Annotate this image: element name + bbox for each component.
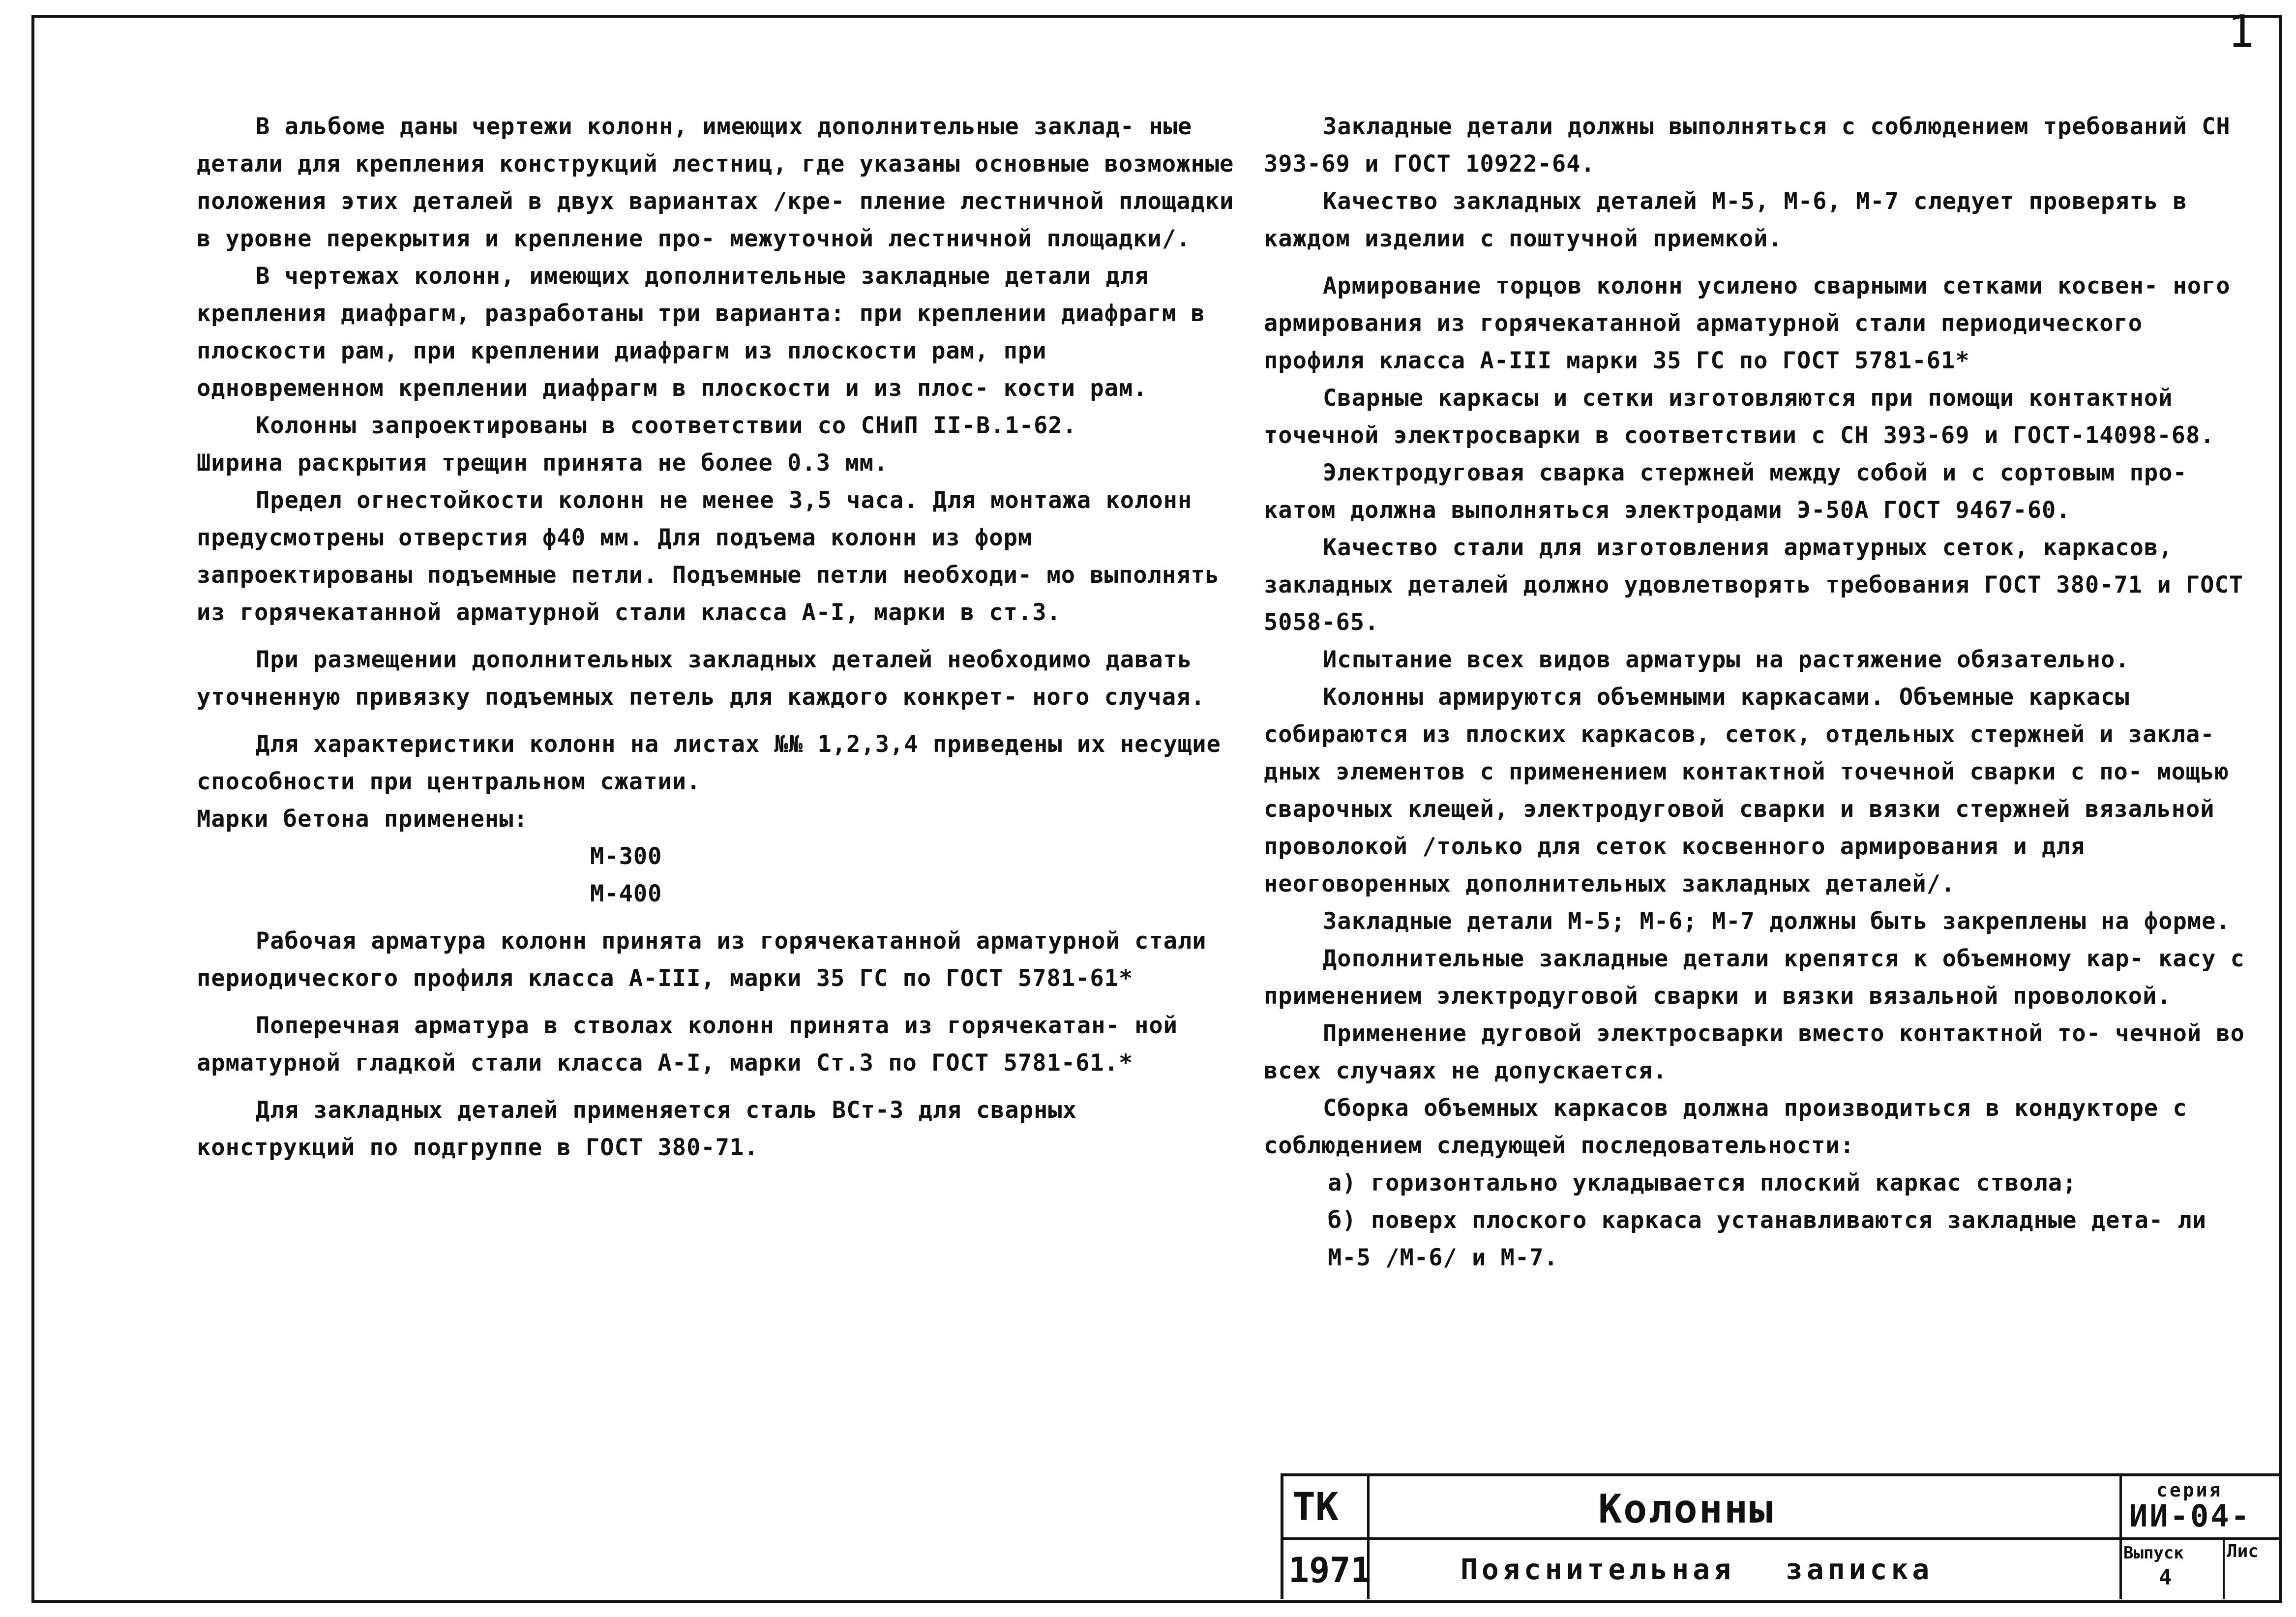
doc-subtitle: Пояснительная записка: [1461, 1553, 1934, 1586]
doc-title: Колонны: [1598, 1486, 1775, 1532]
right-paragraph-7: Испытание всех видов арматуры на растяжение обязательно.: [1323, 646, 2130, 673]
left-paragraph-6: При размещении дополнительных закладных деталей необходимо давать уточненную привязку подъемных петель для каждого конкрет- ного случая.: [197, 646, 1205, 711]
concrete-grade-2: М-400: [590, 880, 662, 907]
right-paragraph-8: Колонны армируются объемными каркасами. Объемные каркасы собираются из плоских каркасов, сеток, отдельных стержней и закла- дных элементов с применением контактной точечной сварки с по- мощью сварочных клещей, электродуговой сварки и вязки стержней вязальной проволокой /только для сеток косвенного армирования и для неоговоренных дополнительных закладных деталей/.: [1264, 684, 2229, 898]
title-block-divider: [2119, 1476, 2122, 1599]
sheet-number-mark: 1: [2228, 6, 2255, 58]
right-paragraph-4: Сварные каркасы и сетки изготовляются при помощи контактной точечной электросварки в соответствии с СН 393-69 и ГОСТ-14098-68.: [1264, 385, 2215, 449]
title-block: [1281, 1473, 2279, 1599]
concrete-grade-1: М-300: [590, 843, 662, 870]
right-paragraph-9: Закладные детали М-5; М-6; М-7 должны быть закреплены на форме.: [1323, 908, 2231, 935]
right-text-column: [1264, 108, 2257, 1277]
left-paragraph-9: Рабочая арматура колонн принята из горячекатанной арматурной стали периодического профиля класса А-III, марки 35 ГС по ГОСТ 5781-61*: [197, 928, 1207, 992]
left-paragraph-8: Марки бетона применены:: [197, 806, 528, 833]
series-value: ИИ-04-: [2129, 1498, 2251, 1534]
sheet-label: Лис: [2227, 1541, 2259, 1561]
series-label: серия: [2156, 1479, 2223, 1501]
right-paragraph-1: Закладные детали должны выполняться с соблюдением требований СН 393-69 и ГОСТ 10922-64.: [1264, 113, 2231, 178]
right-paragraph-12: Сборка объемных каркасов должна производиться в кондукторе с соблюдением следующей последовательности:: [1264, 1095, 2187, 1159]
title-block-divider: [2223, 1537, 2225, 1599]
right-paragraph-5: Электродуговая сварка стержней между собой и с сортовым про- катом должна выполняться электродами Э-50А ГОСТ 9467-60.: [1264, 459, 2187, 524]
right-paragraph-10: Дополнительные закладные детали крепятся к объемному кар- касу с применением электродуговой сварки и вязки вязальной проволокой.: [1264, 945, 2245, 1010]
issue-label: Выпуск: [2123, 1543, 2184, 1563]
left-paragraph-5: Предел огнестойкости колонн не менее 3,5 часа. Для монтажа колонн предусмотрены отверстия ф40 мм. Для подъема колонн из форм запроектированы подъемные петли. Подъемные петли необходи- мо выполнять из горячекатанной арматурной стали класса А-I, марки в ст.3.: [197, 487, 1220, 626]
right-paragraph-11: Применение дуговой электросварки вместо контактной то- чечной во всех случаях не допускается.: [1264, 1020, 2245, 1084]
title-block-divider: [1283, 1537, 2279, 1540]
right-paragraph-2: Качество закладных деталей М-5, М-6, М-7 следует проверять в каждом изделии с поштучной приемкой.: [1264, 188, 2187, 252]
left-paragraph-11: Для закладных деталей применяется сталь ВСт-3 для сварных конструкций по подгруппе в ГОСТ 380-71.: [197, 1097, 1077, 1161]
left-paragraph-3: Колонны запроектированы в соответствии со СНиП II-В.1-62.: [256, 412, 1077, 439]
assembly-step-b: б) поверх плоского каркаса устанавливаются закладные дета- ли М-5 /М-6/ и М-7.: [1328, 1207, 2207, 1271]
doc-code: ТК: [1292, 1485, 1339, 1529]
right-paragraph-6: Качество стали для изготовления арматурных сеток, каркасов, закладных деталей должно удовлетворять требования ГОСТ 380-71 и ГОСТ 5058-65.: [1264, 534, 2244, 636]
doc-year: 1971: [1288, 1550, 1372, 1590]
right-paragraph-3: Армирование торцов колонн усилено сварными сетками косвен- ного армирования из горячекатанной арматурной стали периодического профиля класса А-III марки 35 ГС по ГОСТ 5781-61*: [1264, 272, 2231, 374]
left-paragraph-1: В альбоме даны чертежи колонн, имеющих дополнительные заклад- ные детали для крепления конструкций лестниц, где указаны основные возможные положения этих деталей в двух вариантах /кре- пление лестничной площадки в уровне перекрытия и крепление про- межуточной лестничной площадки/.: [197, 113, 1234, 252]
assembly-step-a: а) горизонтально укладывается плоский каркас ствола;: [1328, 1169, 2077, 1197]
left-paragraph-2: В чертежах колонн, имеющих дополнительные закладные детали для крепления диафрагм, разработаны три варианта: при креплении диафрагм в плоскости рам, при креплении диафрагм из плоскости рам, при одновременном креплении диафрагм в плоскости и из плос- кости рам.: [197, 263, 1205, 402]
issue-value: 4: [2159, 1565, 2172, 1590]
left-text-column: [197, 108, 1244, 1167]
left-paragraph-7: Для характеристики колонн на листах №№ 1,2,3,4 приведены их несущие способности при центральном сжатии.: [197, 731, 1221, 795]
left-paragraph-10: Поперечная арматура в стволах колонн принята из горячекатан- ной арматурной гладкой стали класса А-I, марки Ст.3 по ГОСТ 5781-61.*: [197, 1012, 1178, 1077]
left-paragraph-4: Ширина раскрытия трещин принята не более 0.3 мм.: [197, 449, 889, 477]
